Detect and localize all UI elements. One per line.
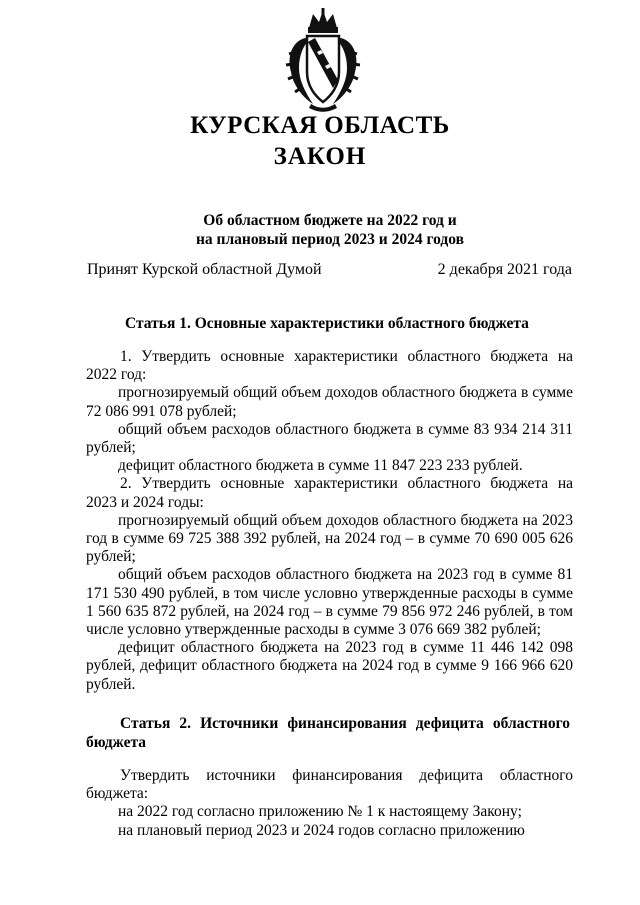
article-2-paragraph: на плановый период 2023 и 2024 годов согласно приложению: [118, 821, 525, 839]
article-2-heading: [86, 714, 570, 752]
article-2-heading-line-1: Статья 2. Источники финансирования дефицита областного: [120, 715, 570, 732]
law-subject-line-1: Об областном бюджете на 2022 год и: [203, 212, 457, 229]
article-1-paragraph: дефицит областного бюджета на 2023 год в сумме 11 446 142 098 рублей, дефицит областного бюджета на 2024 год в сумме 9 166 966 620 рублей.: [86, 639, 573, 693]
article-1-paragraph: 1. Утвердить основные характеристики областного бюджета на 2022 год:: [86, 348, 573, 384]
law-subject-line-2: на плановый период 2023 и 2024 годов: [196, 231, 464, 248]
article-1-paragraph: 2. Утвердить основные характеристики областного бюджета на 2023 и 2024 годы:: [86, 475, 573, 511]
article-2-paragraph: Утвердить источники финансирования дефицита областного бюджета:: [86, 767, 573, 803]
article-2-heading-line-2: бюджета: [86, 734, 147, 751]
article-1-paragraph: прогнозируемый общий объем доходов областного бюджета в сумме 72 086 991 078 рублей;: [86, 384, 573, 420]
adopted-date: 2 декабря 2021 года: [437, 261, 572, 278]
article-1-paragraph: общий объем расходов областного бюджета в сумме 83 934 214 311 рублей;: [86, 420, 573, 457]
coat-of-arms-emblem: [283, 8, 363, 112]
article-2-body: [86, 767, 573, 840]
article-1-paragraph: прогнозируемый общий объем доходов областного бюджета на 2023 год в сумме 69 725 388 392 рублей, на 2024 год – в сумме 70 690 005 626 рублей;: [86, 511, 573, 566]
article-1-body: [86, 348, 573, 694]
law-subject: [0, 211, 640, 249]
article-1-paragraph: общий объем расходов областного бюджета на 2023 год в сумме 81 171 530 490 рублей, в том числе условно утвержденные расходы в сумме 1 560 635 872 рублей, на 2024 год – в сумме 79 856 972 246 рублей, в том числе условно утвержденные расходы в сумме 3 076 669 382 рублей;: [86, 566, 573, 639]
region-title: КУРСКАЯ ОБЛАСТЬ: [190, 112, 450, 139]
article-1-paragraph: дефицит областного бюджета в сумме 11 847 223 233 рублей.: [118, 457, 523, 475]
document-type-title: ЗАКОН: [273, 143, 367, 170]
article-1-heading: Статья 1. Основные характеристики областного бюджета: [125, 315, 529, 332]
article-2-paragraph: на 2022 год согласно приложению № 1 к настоящему Закону;: [118, 803, 522, 821]
adopted-by: Принят Курской областной Думой: [87, 261, 322, 278]
